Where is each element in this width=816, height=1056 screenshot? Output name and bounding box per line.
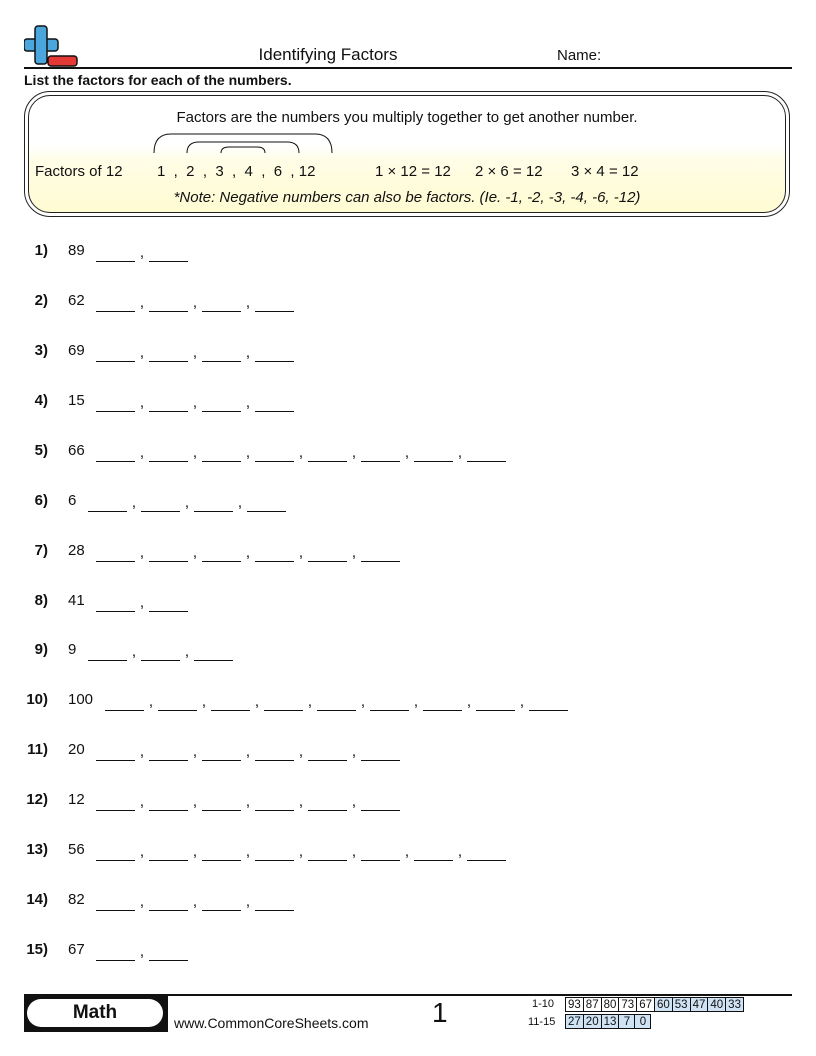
blank-separator: , bbox=[298, 843, 304, 861]
answer-blank[interactable] bbox=[255, 395, 294, 412]
problem-number: 13) bbox=[26, 841, 48, 859]
answer-key-range-2: 11-15 bbox=[528, 1016, 556, 1028]
blank-separator: , bbox=[139, 843, 145, 861]
page-number: 1 bbox=[432, 997, 448, 1028]
blank-separator: , bbox=[192, 843, 198, 861]
blank-separator: , bbox=[139, 443, 145, 461]
problem-number: 2) bbox=[34, 291, 48, 309]
answer-blank[interactable] bbox=[255, 345, 294, 362]
answer-blank[interactable] bbox=[361, 794, 400, 811]
blank-separator: , bbox=[360, 693, 366, 711]
answer-blanks bbox=[96, 841, 506, 861]
answer-key-cell: 7 bbox=[619, 1015, 635, 1029]
example-factor-list: 1 , 2 , 3 , 4 , 6 , 12 bbox=[157, 163, 316, 180]
answer-blank[interactable] bbox=[317, 694, 356, 711]
answer-blank[interactable] bbox=[149, 345, 188, 362]
blank-separator: , bbox=[139, 593, 145, 611]
blank-separator: , bbox=[192, 793, 198, 811]
problem-row bbox=[0, 592, 816, 614]
blank-separator: , bbox=[298, 793, 304, 811]
answer-blank[interactable] bbox=[96, 345, 135, 362]
answer-blanks bbox=[96, 791, 400, 811]
answer-blanks bbox=[105, 691, 568, 711]
answer-blank[interactable] bbox=[361, 844, 400, 861]
blank-separator: , bbox=[351, 793, 357, 811]
blank-separator: , bbox=[351, 443, 357, 461]
answer-blank[interactable] bbox=[202, 844, 241, 861]
answer-blank[interactable] bbox=[105, 694, 144, 711]
blank-separator: , bbox=[466, 693, 472, 711]
blank-separator: , bbox=[245, 893, 251, 911]
problem-row bbox=[0, 941, 816, 963]
problem-row bbox=[0, 841, 816, 863]
blank-separator: , bbox=[254, 693, 260, 711]
answer-key-cell: 13 bbox=[601, 1015, 619, 1029]
answer-blank[interactable] bbox=[88, 495, 127, 512]
answer-blank[interactable] bbox=[96, 794, 135, 811]
answer-blank[interactable] bbox=[308, 744, 347, 761]
answer-blank[interactable] bbox=[370, 694, 409, 711]
answer-blanks bbox=[96, 941, 188, 961]
answer-blank[interactable] bbox=[202, 395, 241, 412]
problem-row bbox=[0, 542, 816, 564]
problem-number: 1) bbox=[34, 242, 48, 259]
problem-value: 28 bbox=[68, 541, 85, 559]
answer-blank[interactable] bbox=[149, 545, 188, 562]
answer-key-cell: 27 bbox=[566, 1015, 584, 1029]
blank-separator: , bbox=[457, 843, 463, 861]
problem-row bbox=[0, 791, 816, 813]
answer-blank[interactable] bbox=[255, 545, 294, 562]
blank-separator: , bbox=[237, 493, 243, 511]
answer-blank[interactable] bbox=[149, 395, 188, 412]
answer-blank[interactable] bbox=[88, 644, 127, 661]
negative-factors-note: *Note: Negative numbers can also be factors. (Ie. -1, -2, -3, -4, -6, -12) bbox=[173, 189, 641, 206]
blank-separator: , bbox=[351, 743, 357, 761]
blank-separator: , bbox=[131, 643, 137, 661]
answer-blank[interactable] bbox=[476, 694, 515, 711]
answer-blank[interactable] bbox=[158, 694, 197, 711]
problem-number: 9) bbox=[34, 641, 48, 659]
blank-separator: , bbox=[192, 393, 198, 411]
blank-separator: , bbox=[351, 843, 357, 861]
problem-row bbox=[0, 641, 816, 663]
answer-blanks bbox=[96, 342, 294, 362]
answer-key-cell: 47 bbox=[690, 998, 708, 1012]
factors-definition: Factors are the numbers you multiply together to get another number. bbox=[176, 109, 638, 126]
problem-value: 56 bbox=[68, 841, 85, 859]
answer-blank[interactable] bbox=[414, 445, 453, 462]
blank-separator: , bbox=[404, 443, 410, 461]
answer-blank[interactable] bbox=[96, 245, 135, 262]
answer-key-cell: 60 bbox=[654, 998, 672, 1012]
blank-separator: , bbox=[245, 743, 251, 761]
answer-key-cell: 0 bbox=[635, 1015, 651, 1029]
answer-blank[interactable] bbox=[423, 694, 462, 711]
problem-value: 67 bbox=[68, 941, 85, 959]
answer-blank[interactable] bbox=[361, 545, 400, 562]
example-label: Factors of 12 bbox=[35, 163, 123, 180]
answer-key-cell: 80 bbox=[601, 998, 619, 1012]
blank-separator: , bbox=[413, 693, 419, 711]
blank-separator: , bbox=[139, 244, 145, 261]
answer-blanks bbox=[88, 641, 233, 661]
answer-blank[interactable] bbox=[264, 694, 303, 711]
problem-value: 9 bbox=[68, 641, 77, 659]
blank-separator: , bbox=[139, 543, 145, 561]
blank-separator: , bbox=[245, 343, 251, 361]
answer-blank[interactable] bbox=[194, 495, 233, 512]
blank-separator: , bbox=[245, 843, 251, 861]
blank-separator: , bbox=[192, 893, 198, 911]
answer-blank[interactable] bbox=[255, 744, 294, 761]
problem-row bbox=[0, 691, 816, 713]
subject-badge bbox=[24, 996, 168, 1032]
answer-blank[interactable] bbox=[308, 794, 347, 811]
answer-blank[interactable] bbox=[149, 894, 188, 911]
answer-blank[interactable] bbox=[194, 644, 233, 661]
problem-row bbox=[0, 741, 816, 763]
blank-separator: , bbox=[245, 443, 251, 461]
factors-info-box bbox=[24, 91, 790, 217]
answer-key-cell: 33 bbox=[726, 998, 744, 1012]
problem-value: 12 bbox=[68, 791, 85, 809]
problem-value: 62 bbox=[68, 291, 85, 309]
problem-row bbox=[0, 342, 816, 364]
answer-blank[interactable] bbox=[202, 295, 241, 312]
answer-blank[interactable] bbox=[361, 445, 400, 462]
answer-key-cell: 73 bbox=[619, 998, 637, 1012]
problem-number: 10) bbox=[26, 691, 48, 709]
blank-separator: , bbox=[457, 443, 463, 461]
answer-blank[interactable] bbox=[202, 794, 241, 811]
blank-separator: , bbox=[148, 693, 154, 711]
answer-blank[interactable] bbox=[96, 595, 135, 612]
blank-separator: , bbox=[139, 943, 145, 961]
problem-value: 66 bbox=[68, 441, 85, 459]
answer-blank[interactable] bbox=[255, 844, 294, 861]
answer-blanks bbox=[96, 592, 188, 612]
answer-blank[interactable] bbox=[255, 794, 294, 811]
header-divider bbox=[24, 67, 792, 69]
instructions: List the factors for each of the numbers. bbox=[24, 72, 292, 88]
problem-row bbox=[0, 242, 816, 264]
answer-blank[interactable] bbox=[96, 844, 135, 861]
blank-separator: , bbox=[139, 793, 145, 811]
subject-label: Math bbox=[27, 999, 163, 1027]
blank-separator: , bbox=[184, 643, 190, 661]
problem-number: 11) bbox=[27, 741, 48, 759]
answer-blank[interactable] bbox=[467, 445, 506, 462]
answer-blank[interactable] bbox=[96, 295, 135, 312]
blank-separator: , bbox=[192, 543, 198, 561]
answer-blank[interactable] bbox=[96, 944, 135, 961]
answer-blank[interactable] bbox=[255, 894, 294, 911]
answer-blanks bbox=[96, 442, 506, 462]
blank-separator: , bbox=[184, 493, 190, 511]
problem-number: 6) bbox=[34, 491, 48, 509]
answer-key-cell: 93 bbox=[566, 998, 584, 1012]
answer-blank[interactable] bbox=[149, 794, 188, 811]
answer-key-cell: 40 bbox=[708, 998, 726, 1012]
blank-separator: , bbox=[351, 543, 357, 561]
answer-blanks bbox=[96, 292, 294, 312]
site-url: www.CommonCoreSheets.com bbox=[174, 1015, 369, 1031]
answer-key-range-1: 1-10 bbox=[532, 998, 555, 1010]
blank-separator: , bbox=[139, 743, 145, 761]
answer-blanks bbox=[96, 741, 400, 761]
answer-blanks bbox=[96, 392, 294, 412]
answer-key-cell: 87 bbox=[583, 998, 601, 1012]
problem-number: 5) bbox=[34, 441, 48, 459]
problem-number: 15) bbox=[26, 941, 48, 959]
answer-blank[interactable] bbox=[529, 694, 568, 711]
answer-blank[interactable] bbox=[149, 295, 188, 312]
answer-blank[interactable] bbox=[141, 644, 180, 661]
answer-blank[interactable] bbox=[255, 295, 294, 312]
answer-blank[interactable] bbox=[149, 744, 188, 761]
answer-blanks bbox=[88, 492, 286, 512]
problem-row bbox=[0, 292, 816, 314]
blank-separator: , bbox=[192, 293, 198, 311]
answer-blank[interactable] bbox=[149, 595, 188, 612]
problem-row bbox=[0, 492, 816, 514]
answer-blank[interactable] bbox=[211, 694, 250, 711]
blank-separator: , bbox=[245, 293, 251, 311]
problem-row bbox=[0, 442, 816, 464]
answer-key-cell: 20 bbox=[583, 1015, 601, 1029]
answer-blank[interactable] bbox=[202, 445, 241, 462]
equation-1: 1 × 12 = 12 bbox=[375, 163, 451, 180]
answer-blanks bbox=[96, 542, 400, 562]
problem-value: 6 bbox=[68, 491, 77, 509]
answer-key-table-1 bbox=[565, 997, 744, 1012]
answer-blank[interactable] bbox=[141, 495, 180, 512]
blank-separator: , bbox=[139, 293, 145, 311]
problem-value: 69 bbox=[68, 341, 85, 359]
answer-key-table-2 bbox=[565, 1014, 651, 1029]
problem-number: 4) bbox=[34, 391, 48, 409]
blank-separator: , bbox=[519, 693, 525, 711]
answer-blank[interactable] bbox=[96, 395, 135, 412]
blank-separator: , bbox=[307, 693, 313, 711]
answer-blank[interactable] bbox=[149, 844, 188, 861]
answer-blank[interactable] bbox=[308, 445, 347, 462]
problem-row bbox=[0, 891, 816, 913]
blank-separator: , bbox=[298, 443, 304, 461]
answer-blank[interactable] bbox=[414, 844, 453, 861]
problem-number: 7) bbox=[34, 541, 48, 559]
problem-number: 12) bbox=[26, 791, 48, 809]
blank-separator: , bbox=[245, 393, 251, 411]
problem-value: 15 bbox=[68, 391, 85, 409]
answer-blank[interactable] bbox=[96, 894, 135, 911]
problem-number: 3) bbox=[34, 341, 48, 359]
blank-separator: , bbox=[139, 343, 145, 361]
answer-blanks bbox=[96, 242, 188, 262]
answer-key-cell: 67 bbox=[637, 998, 655, 1012]
answer-blank[interactable] bbox=[467, 844, 506, 861]
blank-separator: , bbox=[192, 443, 198, 461]
problem-value: 41 bbox=[68, 591, 85, 609]
problem-value: 20 bbox=[68, 741, 85, 759]
blank-separator: , bbox=[298, 543, 304, 561]
answer-blanks bbox=[96, 891, 294, 911]
page-title: Identifying Factors bbox=[258, 45, 398, 64]
blank-separator: , bbox=[245, 543, 251, 561]
answer-blank[interactable] bbox=[247, 495, 286, 512]
equation-3: 3 × 4 = 12 bbox=[571, 163, 639, 180]
answer-blank[interactable] bbox=[96, 744, 135, 761]
blank-separator: , bbox=[245, 793, 251, 811]
answer-blank[interactable] bbox=[202, 894, 241, 911]
problem-value: 89 bbox=[68, 242, 85, 259]
problem-number: 8) bbox=[34, 591, 48, 609]
blank-separator: , bbox=[192, 743, 198, 761]
problem-row bbox=[0, 392, 816, 414]
answer-blank[interactable] bbox=[202, 545, 241, 562]
answer-blank[interactable] bbox=[149, 944, 188, 961]
factors-info-inner bbox=[28, 95, 786, 213]
answer-key-cell: 53 bbox=[672, 998, 690, 1012]
answer-blank[interactable] bbox=[96, 445, 135, 462]
answer-blank[interactable] bbox=[96, 545, 135, 562]
blank-separator: , bbox=[131, 493, 137, 511]
blank-separator: , bbox=[192, 343, 198, 361]
answer-blank[interactable] bbox=[149, 245, 188, 262]
answer-blank[interactable] bbox=[202, 345, 241, 362]
answer-blank[interactable] bbox=[361, 744, 400, 761]
answer-blank[interactable] bbox=[308, 844, 347, 861]
answer-blank[interactable] bbox=[149, 445, 188, 462]
answer-blank[interactable] bbox=[308, 545, 347, 562]
blank-separator: , bbox=[201, 693, 207, 711]
blank-separator: , bbox=[139, 393, 145, 411]
problem-number: 14) bbox=[26, 891, 48, 909]
problem-value: 100 bbox=[68, 691, 94, 709]
answer-blank[interactable] bbox=[255, 445, 294, 462]
blank-separator: , bbox=[404, 843, 410, 861]
blank-separator: , bbox=[298, 743, 304, 761]
name-label: Name: bbox=[557, 47, 602, 64]
blank-separator: , bbox=[139, 893, 145, 911]
equation-2: 2 × 6 = 12 bbox=[475, 163, 543, 180]
problem-value: 82 bbox=[68, 891, 85, 909]
answer-blank[interactable] bbox=[202, 744, 241, 761]
